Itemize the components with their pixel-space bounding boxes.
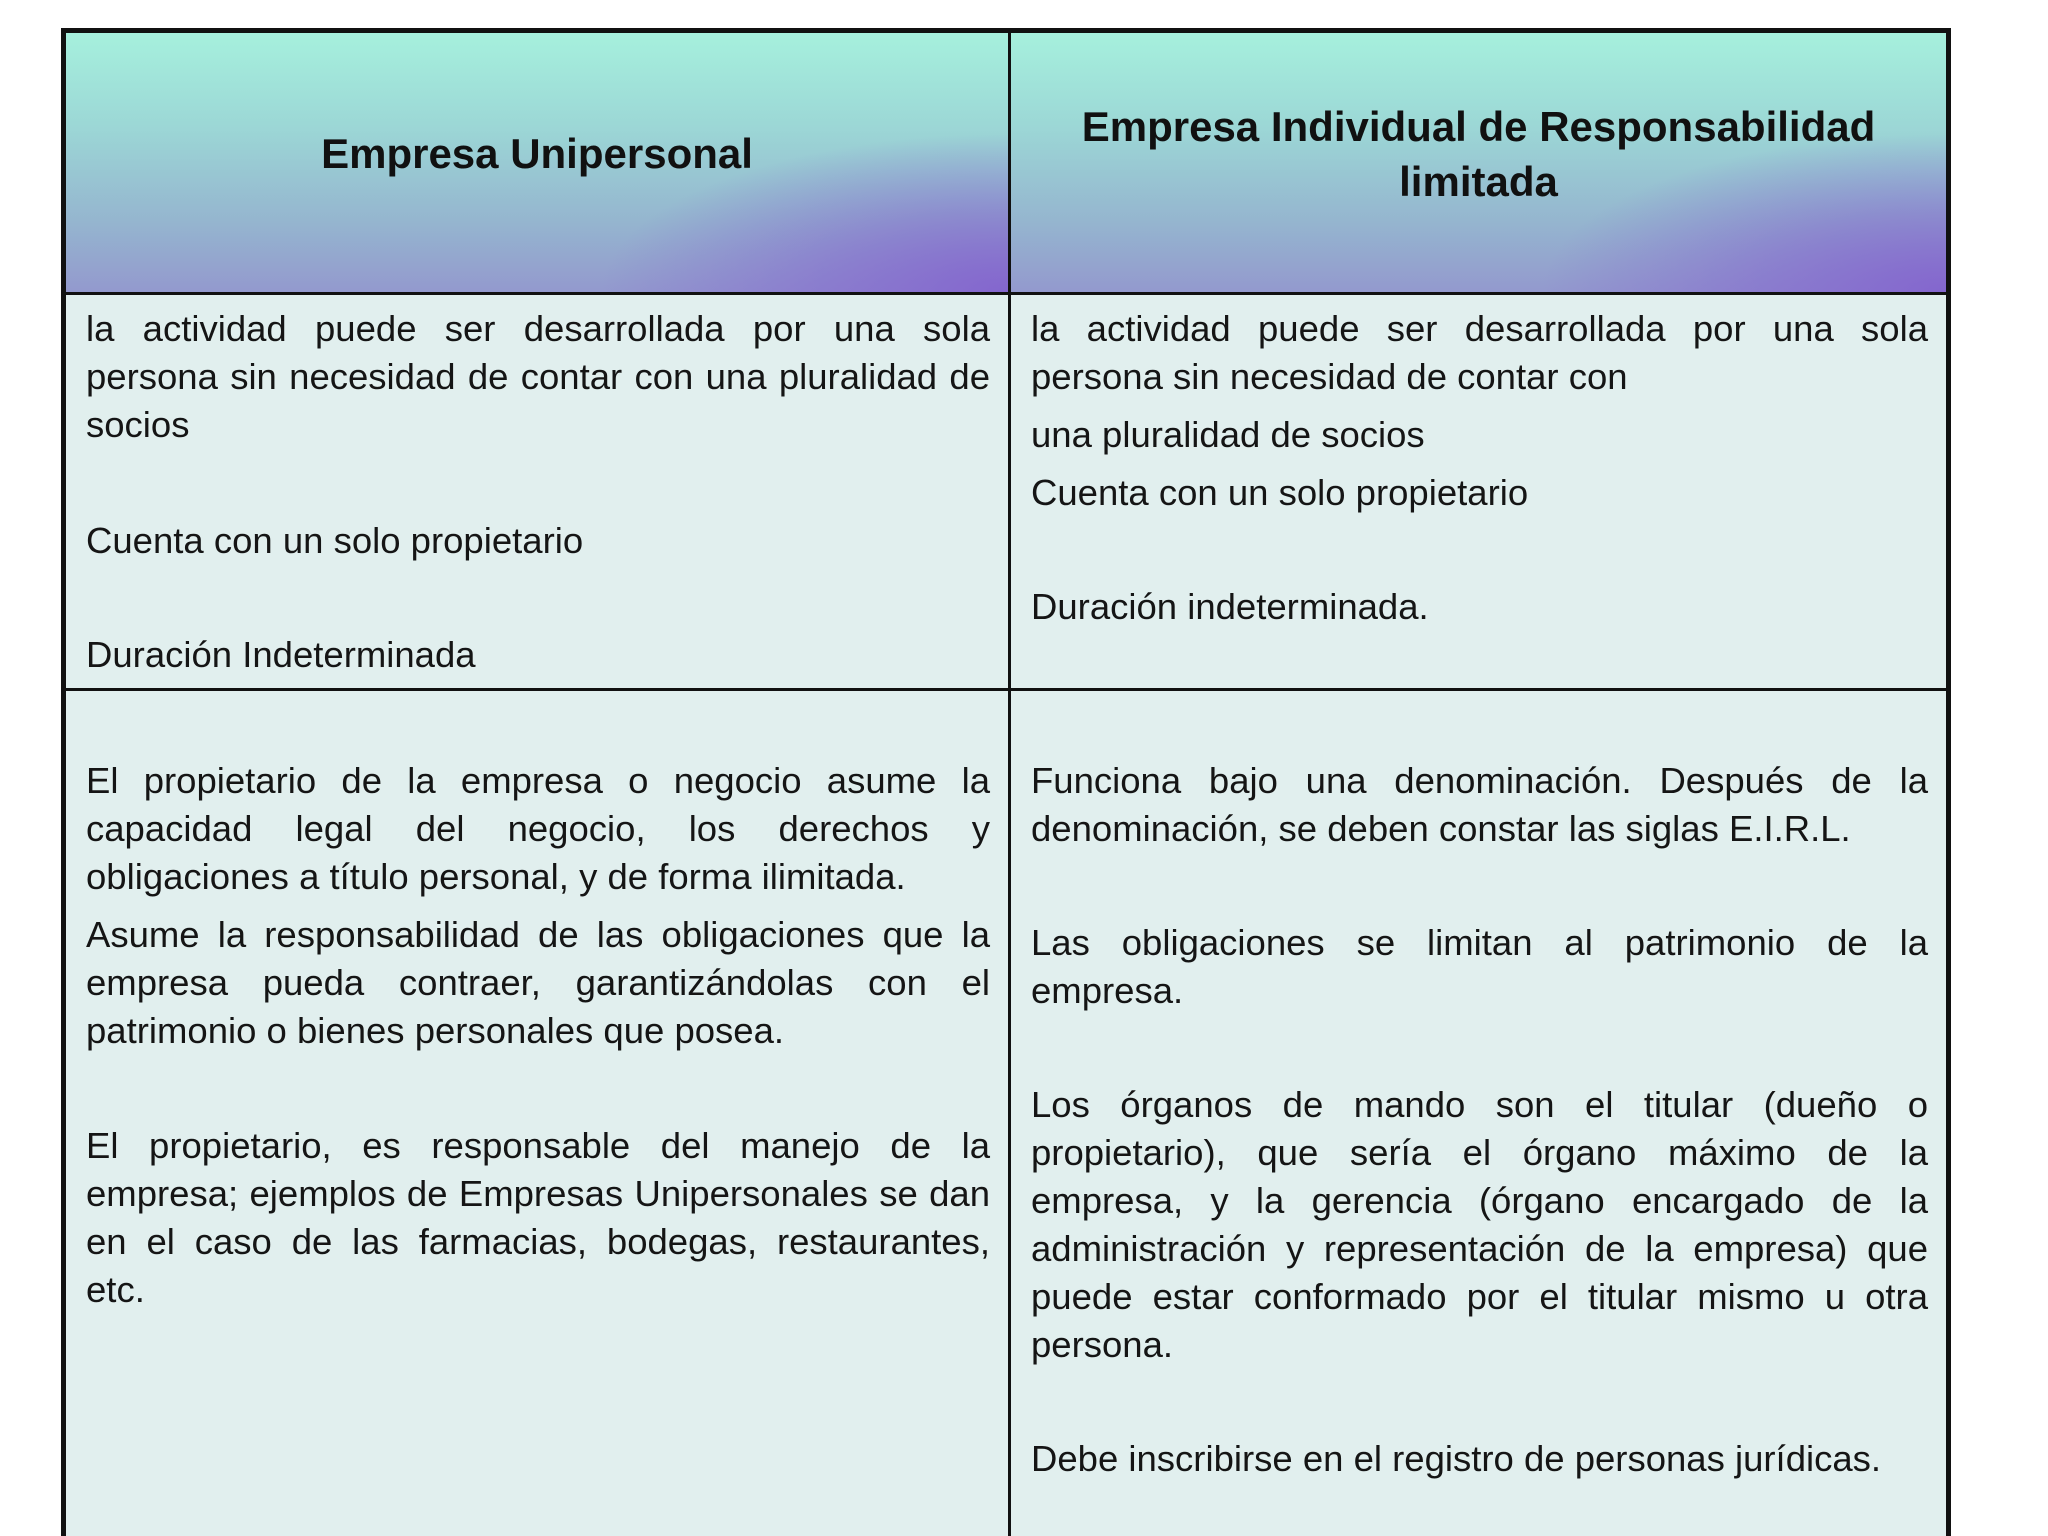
row1-unipersonal-text-2: Cuenta con un solo propietario <box>86 520 584 561</box>
row1-unipersonal-cell <box>66 295 1011 691</box>
row2-unipersonal-text-1: El propietario de la empresa o negocio asume la capacidad legal del negocio, los derechos y obligaciones a título personal, y de forma ilimitada. <box>86 760 990 897</box>
header-cell-eirl <box>1011 33 1946 295</box>
row1-unipersonal-text-1: la actividad puede ser desarrollada por una sola persona sin necesidad de contar con una pluralidad de socios <box>86 308 990 445</box>
comparison-table <box>61 28 1951 1536</box>
header-cell-unipersonal <box>66 33 1011 295</box>
header-unipersonal: Empresa Unipersonal <box>321 130 753 177</box>
row2-eirl-text-3: Los órganos de mando son el titular (dueño o propietario), que sería el órgano máximo de la empresa, y la gerencia (órgano encargado de la administración y representación de la empresa) que puede estar conformado por el titular mismo u otra persona. <box>1031 1084 1928 1365</box>
row2-eirl-cell <box>1011 691 1946 1536</box>
row1-eirl-cell <box>1011 295 1946 691</box>
row2-eirl-text-1: Funciona bajo una denominación. Después de la denominación, se deben constar las siglas E.I.R.L. <box>1031 760 1928 849</box>
row1-eirl-text-4: Duración indeterminada. <box>1031 586 1429 627</box>
row1-eirl-text-3: Cuenta con un solo propietario <box>1031 472 1529 513</box>
row2-unipersonal-text-3: El propietario, es responsable del manejo de la empresa; ejemplos de Empresas Unipersonales se dan en el caso de las farmacias, bodegas, restaurantes, etc. <box>86 1125 990 1310</box>
row1-eirl-text-2: una pluralidad de socios <box>1031 414 1425 455</box>
row2-unipersonal-text-2: Asume la responsabilidad de las obligaciones que la empresa pueda contraer, garantizándolas con el patrimonio o bienes personales que posea. <box>86 914 990 1051</box>
header-eirl: Empresa Individual de Responsabilidad limitada <box>1081 102 1876 205</box>
row2-eirl-text-2: Las obligaciones se limitan al patrimonio de la empresa. <box>1031 922 1928 1011</box>
row1-unipersonal-text-3: Duración Indeterminada <box>86 634 476 675</box>
row1-eirl-text-1: la actividad puede ser desarrollada por una sola persona sin necesidad de contar con <box>1031 308 1928 397</box>
row2-eirl-text-4: Debe inscribirse en el registro de personas jurídicas. <box>1031 1438 1882 1479</box>
row2-unipersonal-cell <box>66 691 1011 1536</box>
